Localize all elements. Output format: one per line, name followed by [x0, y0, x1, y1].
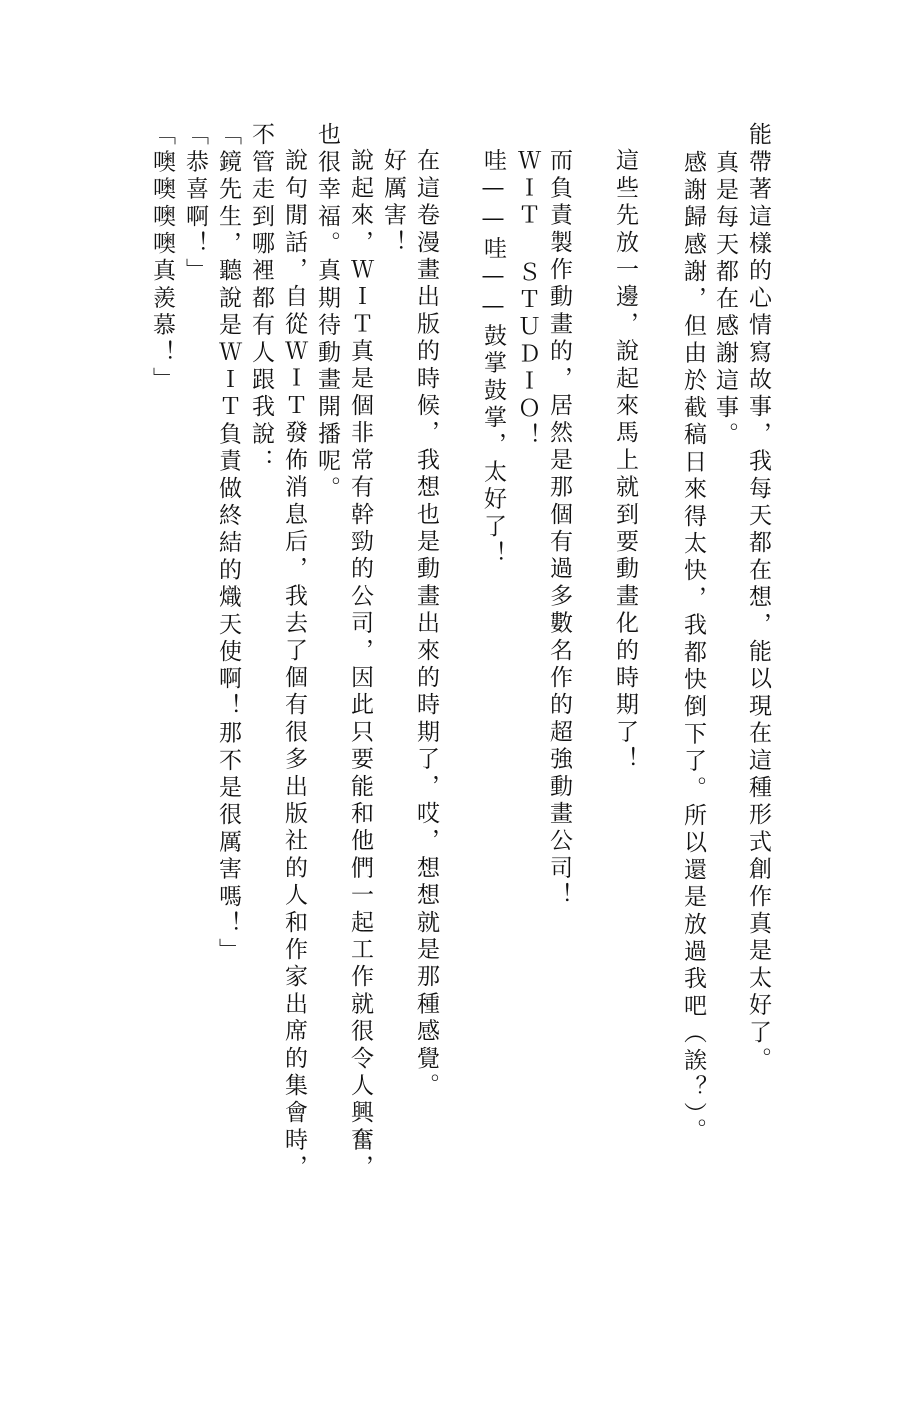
text-line-11: 也很幸福。真期待動畫開播呢。 [314, 122, 340, 503]
text-line-9: 好厲害！ [380, 148, 406, 257]
text-line-10: 說起來，ＷＩＴ真是個非常有幹勁的公司，因此只要能和他們一起工作就很令人興奮， [347, 148, 373, 1182]
text-line-2: 真是每天都在感謝這事。 [712, 150, 738, 450]
text-line-16: 「噢噢噢噢真羨慕！」 [149, 122, 175, 394]
text-line-1: 能帶著這樣的心情寫故事，我每天都在想，能以現在這種形式創作真是太好了。 [745, 122, 771, 1074]
text-line-6: ＷＩＴ ＳＴＵＤＩＯ！ [514, 148, 540, 451]
text-line-7: 哇——哇——鼓掌鼓掌，太好了！ [480, 148, 506, 568]
text-line-3: 感謝歸感謝，但由於截稿日來得太快，我都快倒下了。所以還是放過我吧（誒？）。 [680, 150, 706, 1145]
text-line-14: 「鏡先生，聽說是ＷＩＴ負責做終結的熾天使啊！那不是很厲害嗎！」 [215, 122, 241, 966]
text-line-8: 在這卷漫畫出版的時候，我想也是動畫出來的時期了，哎，想想就是那種感覺。 [413, 148, 439, 1100]
text-line-5: 而負責製作動畫的，居然是那個有過多數名作的超強動畫公司！ [546, 148, 572, 910]
text-line-4: 這些先放一邊，說起來馬上就到要動畫化的時期了！ [612, 148, 638, 774]
text-line-13: 不管走到哪裡都有人跟我說： [248, 122, 274, 476]
text-line-15: 「恭喜啊！」 [182, 122, 208, 286]
text-line-12: 說句閒話，自從ＷＩＴ發佈消息后，我去了個有很多出版社的人和作家出席的集會時， [281, 148, 307, 1182]
